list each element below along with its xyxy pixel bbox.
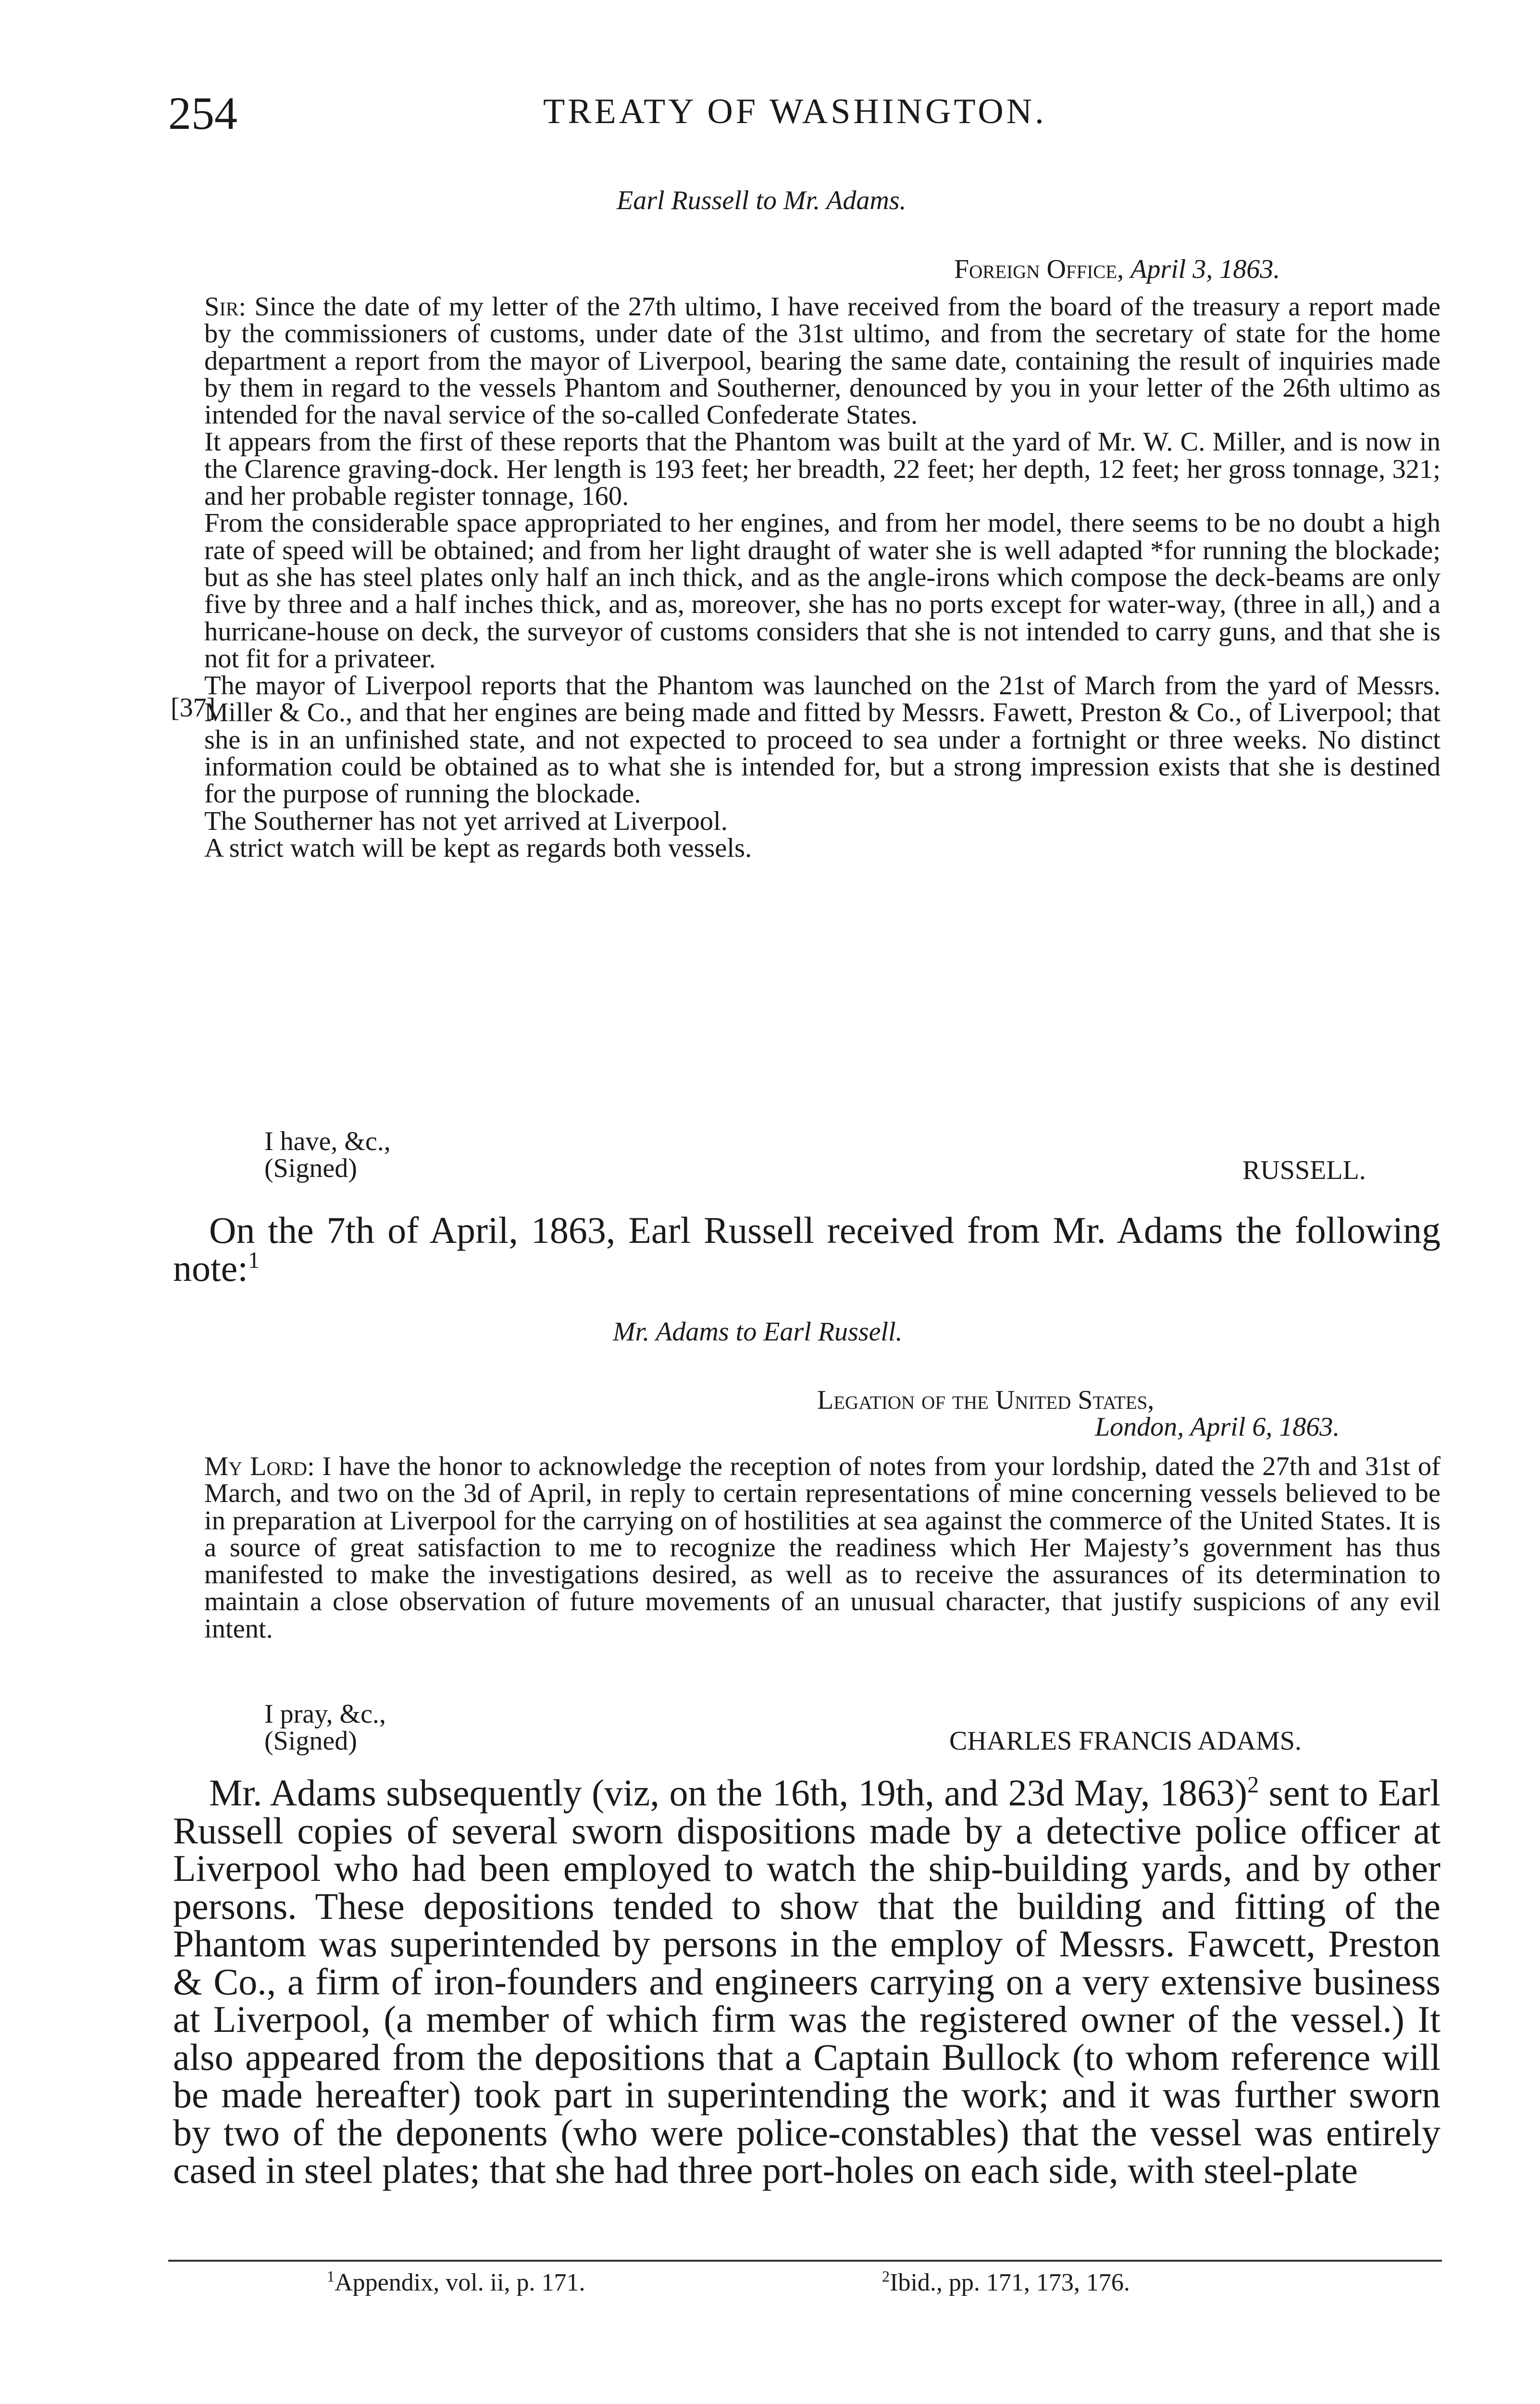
page-number: 254 xyxy=(168,88,237,139)
letter2-signature: CHARLES FRANCIS ADAMS. xyxy=(949,1726,1302,1756)
running-title: TREATY OF WASHINGTON. xyxy=(543,92,1047,131)
interlude-1 xyxy=(173,1209,1441,1289)
letter2-body xyxy=(174,1453,1441,1642)
letter1-para-1 xyxy=(174,293,1441,428)
footnote-2-text: Ibid., pp. 171, 173, 176. xyxy=(890,2269,1130,2296)
marginal-page-ref: [37] xyxy=(171,693,216,723)
letter1-p4-text: The mayor of Liverpool reports that the Phantom was launched on the 21st of March from the yard of Messrs. Miller & Co., and that her engines are being made and fitted by Messrs. Fawett, Preston & Co., of Liverpool; that she is in an unfinished state, and not expected to proceed to sea under a fortnight or three weeks. No distinct information could be obtained as to what she is intended for, but a strong impression exists that she is destined for the purpose of running the blockade. xyxy=(204,671,1441,809)
letter1-p5-text: The Southerner has not yet arrived at Liverpool. xyxy=(204,806,728,836)
letter2-signed: (Signed) xyxy=(264,1726,357,1756)
letter2-place xyxy=(817,1385,1154,1415)
letter1-p1-text: Since the date of my letter of the 27th ultimo, I have received from the board of the treasury a report made by the commissioners of customs, under date of the 31st ultimo, and from the secretary of state for the home department a report from the mayor of Liverpool, bearing the same date, containing the result of inquiries made by them in regard to the vessels Phantom and Southerner, denounced by you in your letter of the 26th ultimo as intended for the naval service of the so-called Confederate States. xyxy=(204,292,1441,430)
letter1-para-5 xyxy=(174,808,1441,835)
footnote-1-text: Appendix, vol. ii, p. 171. xyxy=(335,2269,585,2296)
letter1-p2-text: It appears from the first of these reports that the Phantom was built at the yard of Mr. W. C. Miller, and is now in the Clarence graving-dock. Her length is 193 feet; her breadth, 22 feet; her depth, 12 feet; her gross tonnage, 321; and her probable register tonnage, 160. xyxy=(204,427,1441,512)
interlude-2 xyxy=(173,1774,1441,2190)
footnote-2-mark: 2 xyxy=(882,2267,890,2285)
letter1-para-4 xyxy=(174,672,1441,807)
interlude-2-text-b: sent to Earl Russell copies of several sworn dispositions made by a detective police officer at Liverpool who had been employed to watch the ship-building yards, and by other persons. These depositions tended to show that the building and fitting of the Phantom was superintended by persons in the employ of Messrs. Fawcett, Preston & Co., a firm of iron-founders and engineers carrying on a very extensive business at Liverpool, (a member of which firm was the registered owner of the vessel.) It also appeared from the depositions that a Captain Bullock (to whom reference will be made hereafter) took part in superintending the work; and it was further sworn by two of the deponents (who were police-constables) that the vessel was entirely cased in steel plates; that she had three port-holes on each side, with steel-plate xyxy=(173,1772,1441,2191)
interlude-1-text: On the 7th of April, 1863, Earl Russell received from Mr. Adams the following note: xyxy=(173,1209,1441,1289)
letter1-p6-text: A strict watch will be kept as regards both vessels. xyxy=(204,833,752,863)
letter1-para-2 xyxy=(174,428,1441,510)
interlude-2-text-a: Mr. Adams subsequently (viz, on the 16th, 19th, and 23d May, 1863) xyxy=(209,1772,1247,1814)
letter1-signature: RUSSELL. xyxy=(1242,1155,1366,1185)
letter1-para-6 xyxy=(174,835,1441,862)
letter2-heading: Mr. Adams to Earl Russell. xyxy=(613,1317,903,1347)
letter2-para-1 xyxy=(174,1453,1441,1642)
letter1-para-3 xyxy=(174,510,1441,672)
letter2-date: London, April 6, 1863. xyxy=(1095,1412,1340,1442)
letter1-dateline xyxy=(954,254,1280,285)
footnote-rule xyxy=(168,2260,1442,2262)
letter1-signed: (Signed) xyxy=(264,1153,357,1183)
letter1-p3-text: From the considerable space appropriated to her engines, and from her model, there seems to be no doubt a high rate of speed will be obtained; and from her light draught of water she is well adapted *for running the blockade; but as she has steel plates only half an inch thick, and as the angle-irons which compose the deck-beams are only five by three and a half inches thick, and as, moreover, she has no ports except for water-way, (three in all,) and a hurricane-house on deck, the surveyor of customs considers that she is not intended to carry guns, and that she is not fit for a privateer. xyxy=(204,508,1441,674)
letter1-closing: I have, &c., xyxy=(264,1127,391,1156)
letter2-p1-text: I have the honor to acknowledge the reception of notes from your lordship, dated the 27th and 31st of March, and two on the 3d of April, in reply to certain representations of mine concerning vessels believed to be in preparation at Liverpool for the carrying on of hostilities at sea against the commerce of the United States. It is a source of great satisfaction to me to recognize the readiness which Her Majesty’s government has thus manifested to make the investigations desired, as well as to receive the assurances of its determination to maintain a close observation of future movements of an unusual character, that justify suspicions of any evil intent. xyxy=(204,1452,1441,1644)
running-head xyxy=(168,87,1442,139)
letter2-closing: I pray, &c., xyxy=(264,1699,386,1729)
footnote-1-mark: 1 xyxy=(327,2267,335,2285)
letter1-salutation: Sir: xyxy=(204,292,247,322)
footnote-2 xyxy=(882,2268,1130,2297)
letter1-body xyxy=(174,293,1441,862)
letter2-place-text: Legation of the United States, xyxy=(817,1385,1155,1415)
footnote-1 xyxy=(327,2268,585,2297)
letter1-heading: Earl Russell to Mr. Adams. xyxy=(617,186,907,215)
letter1-date: April 3, 1863. xyxy=(1130,254,1280,284)
letter2-salutation: My Lord: xyxy=(204,1452,315,1481)
letter1-place: Foreign Office, xyxy=(954,254,1124,284)
footnote-ref-2: 2 xyxy=(1247,1772,1259,1798)
footnote-ref-1: 1 xyxy=(248,1247,260,1273)
